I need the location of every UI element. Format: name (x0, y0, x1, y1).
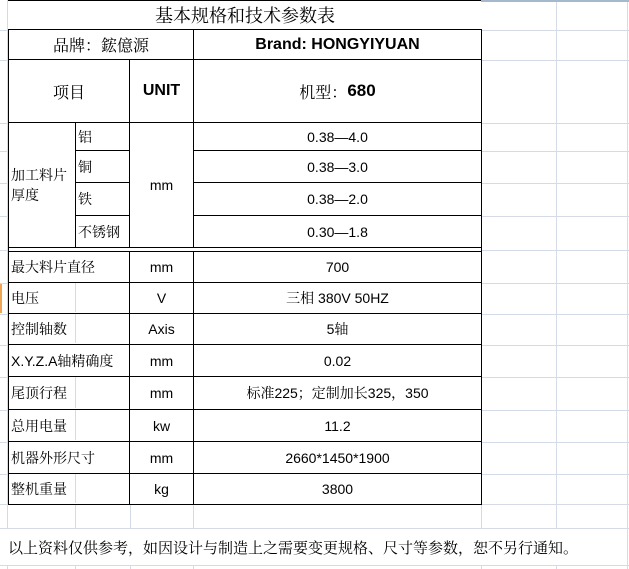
brand-label: 品牌：鋐億源 (52, 38, 149, 55)
spec-value: 3800 (321, 481, 354, 497)
material-label: 铜 (78, 158, 92, 175)
table-row (9, 377, 481, 410)
header-unit-label: UNIT (142, 82, 181, 99)
header-model-cell[interactable] (194, 60, 481, 122)
spec-unit-cell[interactable] (130, 345, 194, 376)
spec-unit-cell[interactable] (130, 410, 194, 441)
thickness-label-cell[interactable] (9, 123, 76, 247)
spec-unit-cell[interactable] (130, 377, 194, 409)
spec-unit: mm (149, 449, 174, 466)
spec-unit: Axis (148, 321, 175, 337)
gridline (75, 377, 76, 408)
thickness-value-cell[interactable] (194, 216, 481, 247)
thickness-value: 0.38—3.0 (307, 158, 368, 175)
table-row (9, 314, 481, 345)
spec-unit-cell[interactable] (130, 252, 194, 282)
spec-unit-cell[interactable] (130, 474, 194, 504)
spec-label-cell[interactable] (9, 283, 130, 313)
spec-value-cell[interactable] (194, 252, 481, 282)
spec-label-cell[interactable] (9, 377, 130, 409)
spec-label-cell[interactable] (9, 410, 130, 441)
material-label: 不锈钢 (78, 223, 120, 240)
spec-label-cell[interactable] (9, 314, 130, 344)
thickness-unit-cell[interactable] (130, 123, 194, 247)
thickness-value: 0.38—4.0 (307, 128, 368, 145)
header-item-label: 项目 (52, 84, 85, 102)
spec-table-body (8, 30, 482, 505)
spec-label: 电压 (11, 290, 39, 306)
spec-label: 机器外形尺寸 (11, 449, 95, 466)
spec-value: 2660*1450*1900 (285, 449, 390, 466)
footer-note-text: 以上资料仅供参考，如因设计与制造上之需要变更规格、尺寸等参数，恕不另行通知。 (8, 539, 579, 557)
spec-value-cell[interactable] (194, 283, 481, 313)
table-row (9, 474, 481, 504)
spec-table (8, 0, 482, 505)
spec-value: 标准225；定制加长325，350 (246, 385, 429, 401)
spec-label-cell[interactable] (9, 252, 130, 282)
spec-value: 0.02 (323, 352, 352, 369)
header-row (9, 60, 481, 123)
material-label: 铝 (78, 128, 92, 145)
spec-label-cell[interactable] (9, 474, 130, 504)
thickness-value-cell[interactable] (194, 123, 481, 151)
thickness-value-column (194, 123, 481, 247)
spec-unit: kg (154, 481, 169, 497)
spec-label: 整机重量 (11, 481, 67, 497)
material-column (76, 123, 130, 247)
spec-value: 三相 380V 50HZ (286, 290, 389, 306)
gridline (75, 283, 76, 312)
thickness-value: 0.38—2.0 (307, 191, 368, 207)
spec-label: X.Y.Z.A轴精确度 (11, 352, 114, 369)
page-title-text: 基本规格和技术参数表 (155, 6, 335, 26)
spec-label-cell[interactable] (9, 442, 130, 473)
spec-value: 5轴 (326, 321, 349, 337)
thickness-value: 0.30—1.8 (307, 223, 368, 240)
material-cell[interactable] (76, 216, 129, 247)
spec-value-cell[interactable] (194, 410, 481, 441)
spec-value: 700 (325, 259, 350, 275)
thickness-label: 加工料片厚度 (11, 167, 67, 203)
spec-value-cell[interactable] (194, 442, 481, 473)
spec-unit-cell[interactable] (130, 442, 194, 473)
brand-value-cell[interactable] (194, 30, 481, 59)
spec-label-cell[interactable] (9, 345, 130, 376)
material-label: 铁 (78, 191, 92, 207)
thickness-value-cell[interactable] (194, 183, 481, 216)
spec-unit: V (156, 290, 167, 306)
spec-value-cell[interactable] (194, 377, 481, 409)
spec-label: 最大料片直径 (11, 259, 95, 275)
brand-label-cell[interactable] (9, 30, 194, 59)
thickness-value-cell[interactable] (194, 151, 481, 183)
spec-label: 尾顶行程 (11, 385, 67, 401)
thickness-section (9, 123, 481, 248)
table-row (9, 283, 481, 314)
spec-unit: mm (149, 259, 174, 275)
spec-unit-cell[interactable] (130, 283, 194, 313)
material-cell[interactable] (76, 151, 129, 183)
table-row (9, 410, 481, 442)
model-label: 机型： (299, 84, 348, 102)
table-row (9, 345, 481, 377)
gridline (75, 314, 76, 343)
header-unit-cell[interactable] (130, 60, 194, 122)
pane-edge-line (481, 0, 629, 2)
spec-unit-cell[interactable] (130, 314, 194, 344)
table-row (9, 442, 481, 474)
thickness-unit: mm (149, 177, 174, 193)
spec-unit: kw (152, 417, 171, 434)
brand-value: Brand: HONGYIYUAN (255, 35, 420, 53)
material-cell[interactable] (76, 183, 129, 216)
spec-unit: mm (149, 385, 174, 401)
spec-value-cell[interactable] (194, 474, 481, 504)
header-item-cell[interactable] (9, 60, 130, 122)
spec-unit: mm (149, 352, 174, 369)
page-title[interactable] (8, 0, 482, 30)
model-value: 680 (347, 81, 376, 100)
spec-label: 控制轴数 (11, 321, 67, 337)
spec-value-cell[interactable] (194, 345, 481, 376)
gridline (75, 474, 76, 503)
gridline (75, 410, 76, 440)
highlight-sliver (0, 284, 2, 313)
brand-row (9, 30, 481, 60)
spec-label: 总用电量 (11, 417, 67, 434)
material-cell[interactable] (76, 123, 129, 151)
footer-note[interactable] (0, 529, 622, 565)
table-row (9, 252, 481, 283)
spec-value: 11.2 (324, 417, 351, 434)
spec-value-cell[interactable] (194, 314, 481, 344)
